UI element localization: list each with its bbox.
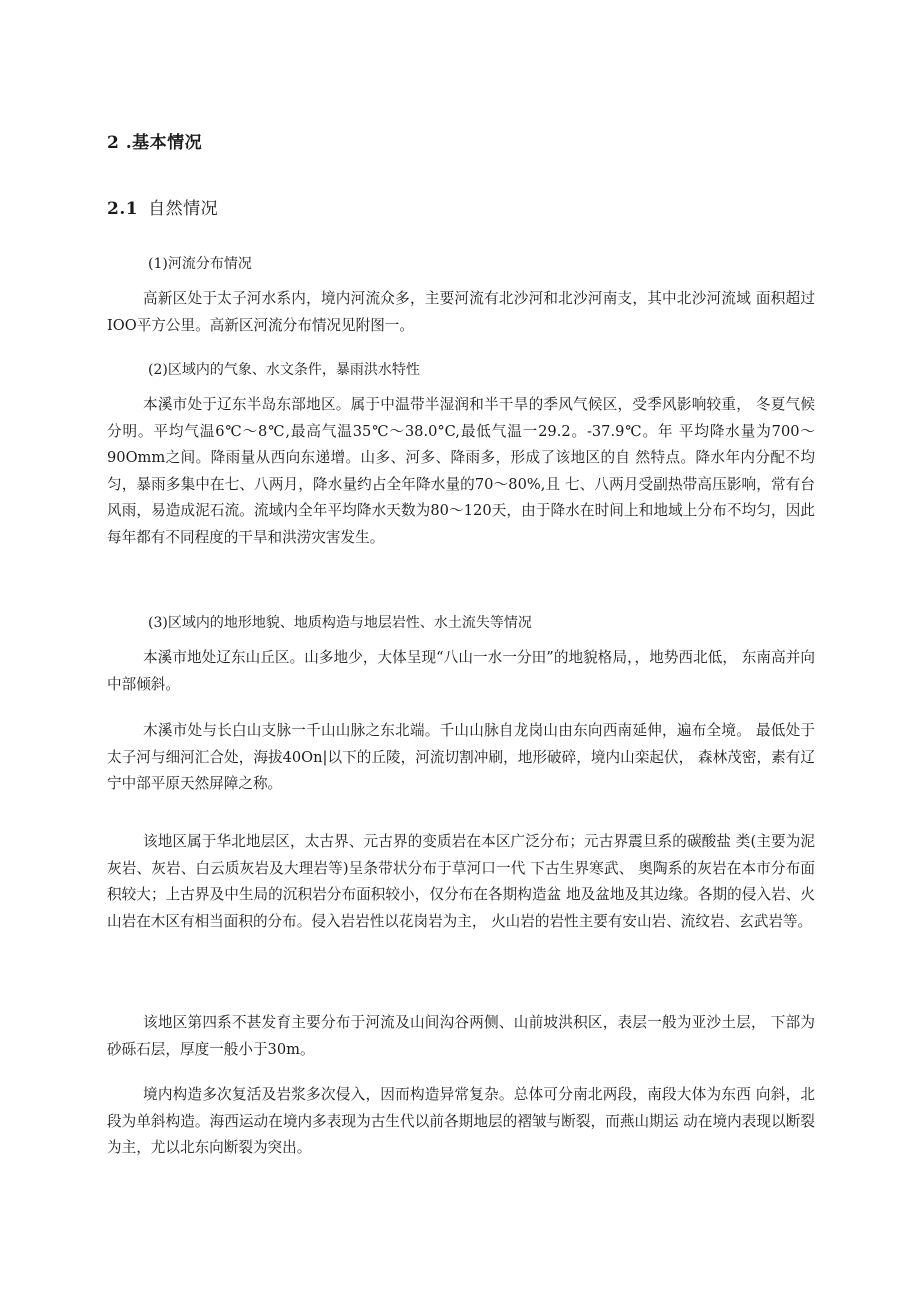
- item-title-terrain: (3)区域内的地形地貌、地质构造与地层岩性、水土流失等情况: [148, 615, 532, 631]
- item-title-climate: (2)区域内的气象、水文条件，暴雨洪水特性: [148, 362, 420, 378]
- section-heading: 2 .基本情况: [107, 133, 203, 153]
- subsection-number: 2.1: [107, 199, 139, 219]
- paragraph-climate: 本溪市处于辽东半岛东部地区。属于中温带半湿润和半干旱的季风气候区，受季风影响较重， 冬夏气候分明。平均气温6℃～8℃,最高气温35℃～38.0°C,最低气温一29.2。-37.9℃。年 平均降水量为700～90Omm之间。降雨量从西向东递增。山多、河多、降雨多，形成了该地区的自 然特点。降水年内分配不均匀，暴雨多集中在七、八两月，降水量约占全年降水量的70～80%,且 七、八两月受副热带高压影响，常有台风雨，易造成泥石流。流域内全年平均降水天数为80～120天，由于降水在时间上和地域上分布不均匀，因此每年都有不同程度的干旱和洪涝灾害发生。: [107, 396, 815, 546]
- subsection-title: 自然情况: [148, 199, 219, 219]
- paragraph-terrain-3: 该地区属于华北地层区，太古界、元古界的变质岩在本区广泛分布；元古界震旦系的碳酸盐 类(主要为泥灰岩、灰岩、白云质灰岩及大理岩等)呈条带状分布于草河口一代 下古生界寒武、 奥陶系的灰岩在本市分布面积较大；上古界及中生局的沉积岩分布面积较小，仅分布在各期构造盆 地及盆地及其边缘。各期的侵入岩、火山岩在木区有相当面积的分布。侵入岩岩性以花岗岩为主， 火山岩的岩性主要有安山岩、流纹岩、玄武岩等。: [107, 833, 815, 930]
- subsection-heading: [107, 194, 218, 219]
- paragraph-terrain-5: 境内构造多次复活及岩浆多次侵入，因而构造异常复杂。总体可分南北两段，南段大体为东西 向斜，北段为单斜构造。海西运动在境内多表现为古生代以前各期地层的褶皱与断裂，而燕山期运 动在境内表现以断裂为主，尤以北东向断裂为突出。: [107, 1086, 815, 1156]
- paragraph-terrain-4: 该地区第四系不甚发育主要分布于河流及山间沟谷两侧、山前坡洪积区，表层一般为亚沙土层， 下部为砂砾石层，厚度一般小于30m。: [107, 1014, 815, 1058]
- paragraph-terrain-2: 木溪市处与长白山支脉一千山山脉之东北端。千山山脉自龙岗山由东向西南延伸，遍布全境。 最低处于太子河与细河汇合处，海拔40On|以下的丘陵，河流切割冲刷，地形破碎，境内山栾起伏， 森林茂密，素有辽宁中部平原天然屏障之称。: [107, 722, 815, 792]
- paragraph-rivers: 高新区处于太子河水系内，境内河流众多，主要河流有北沙河和北沙河南支，其中北沙河流域 面积超过IOO平方公里。高新区河流分布情况见附图一。: [107, 290, 815, 334]
- item-title-rivers: (1)河流分布情况: [148, 256, 252, 272]
- paragraph-terrain-1: 本溪市地处辽东山丘区。山多地少，大体呈现“八山一水一分田”的地貌格局，，地势西北低， 东南高并向中部倾斜。: [107, 649, 815, 693]
